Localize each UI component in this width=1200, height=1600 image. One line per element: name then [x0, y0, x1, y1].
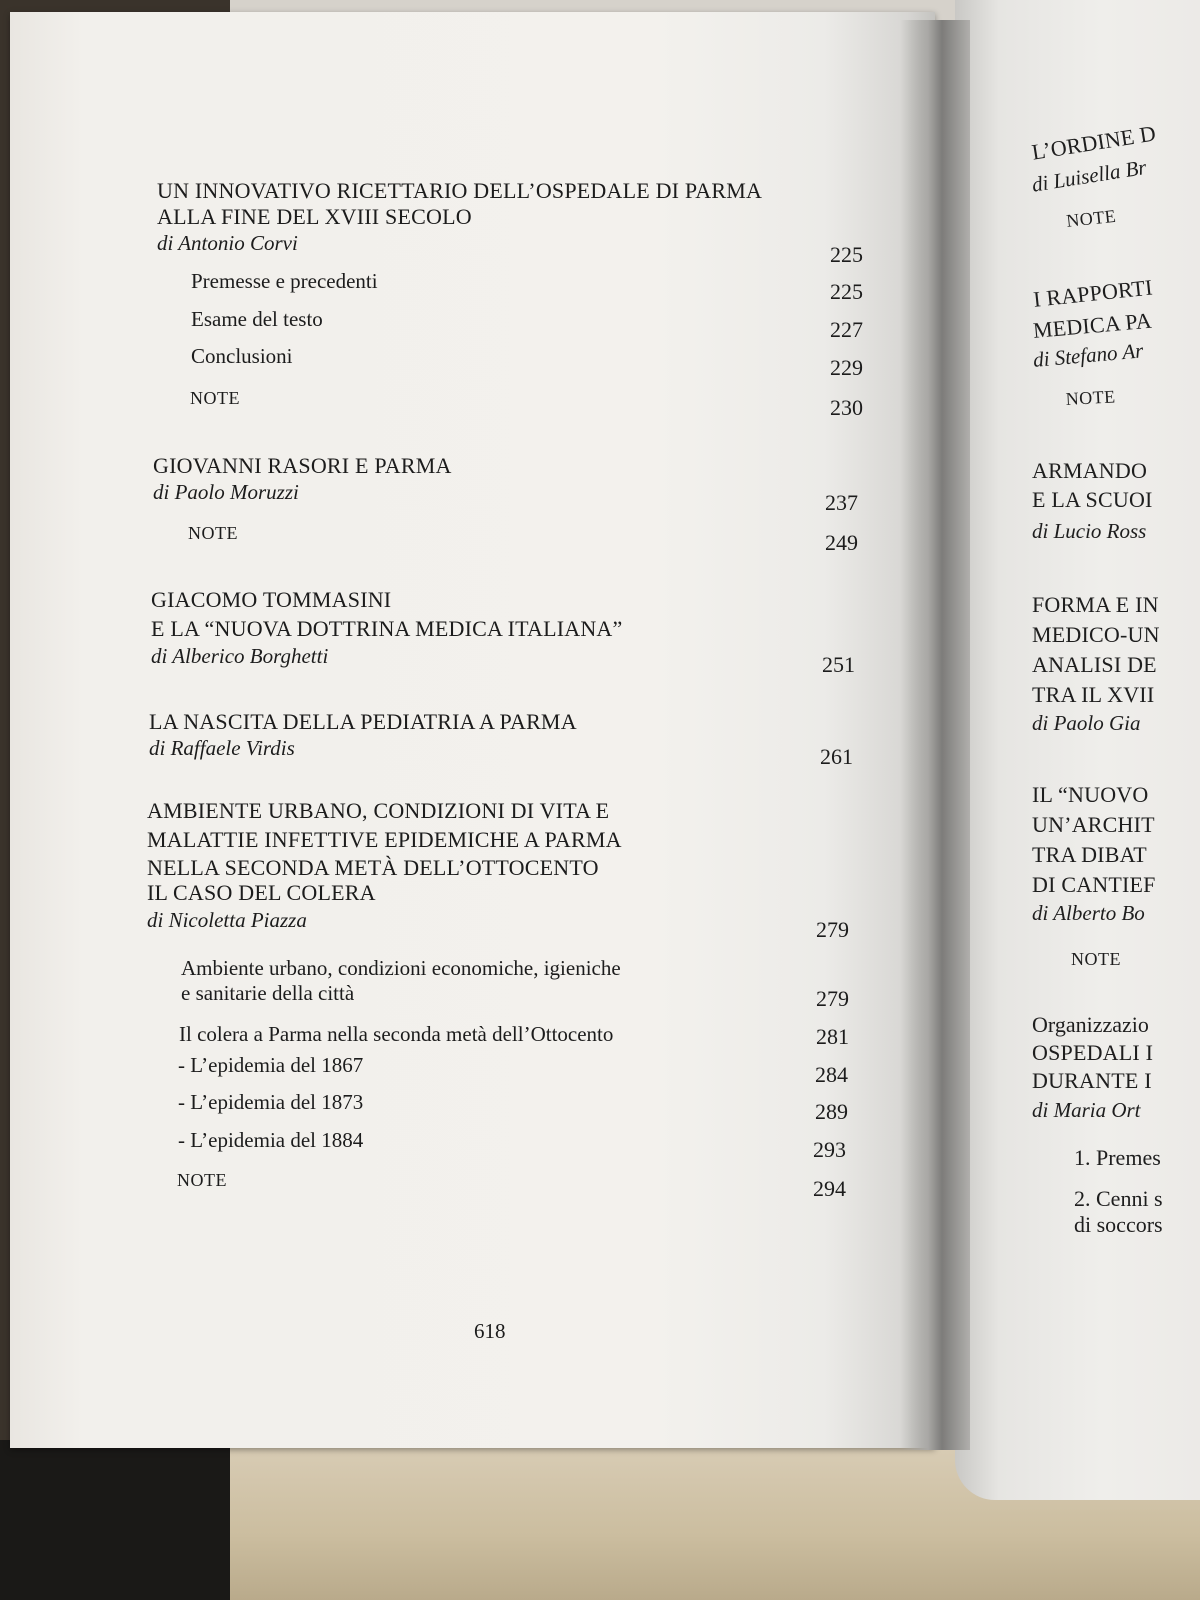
subsection-label: Il colera a Parma nella seconda metà dell’Ottocento	[179, 1022, 614, 1046]
entry-page-number: 225	[830, 242, 863, 267]
subsection-page-number: 293	[813, 1137, 846, 1162]
entry-title-line: IL CASO DEL COLERA	[147, 880, 376, 905]
subsection-label: - L’epidemia del 1867	[178, 1053, 364, 1077]
subsection-page-number: 289	[815, 1099, 848, 1124]
notes-label: NOTE	[188, 523, 238, 543]
subsection-label: Premesse e precedenti	[191, 269, 378, 293]
page-number: 618	[474, 1319, 506, 1343]
subsection-label: e sanitarie della città	[181, 981, 355, 1005]
entry-author: di Antonio Corvi	[157, 231, 298, 255]
notes-page-number: 230	[830, 395, 863, 420]
fragment-text: di Luisella Br	[1030, 154, 1149, 197]
subsection-label: Conclusioni	[191, 344, 293, 368]
fragment-text: di Stefano Ar	[1032, 338, 1145, 372]
entry-page-number: 261	[820, 744, 853, 769]
fragment-text: FORMA E IN	[1032, 592, 1159, 617]
subsection-page-number: 227	[830, 317, 863, 342]
entry-title-line: LA NASCITA DELLA PEDIATRIA A PARMA	[149, 709, 577, 734]
notes-page-number: 249	[825, 530, 858, 555]
entry-title-line: AMBIENTE URBANO, CONDIZIONI DI VITA E	[147, 798, 610, 823]
fragment-text: TRA DIBAT	[1032, 842, 1147, 867]
fragment-text: di soccors	[1074, 1212, 1163, 1237]
fragment-text: OSPEDALI I	[1032, 1040, 1154, 1065]
subsection-page-number: 281	[816, 1024, 849, 1049]
right-page-content	[955, 0, 1200, 1500]
entry-author: di Alberico Borghetti	[151, 644, 329, 668]
fragment-text: NOTE	[1065, 386, 1117, 409]
fragment-text: DURANTE I	[1032, 1068, 1152, 1093]
fragment-text: Organizzazio	[1032, 1012, 1149, 1037]
entry-title-line: MALATTIE INFETTIVE EPIDEMICHE A PARMA	[147, 827, 622, 852]
fragment-text: di Paolo Gia	[1032, 711, 1141, 735]
fragment-text: MEDICA PA	[1032, 307, 1153, 343]
entry-title-line: UN INNOVATIVO RICETTARIO DELL’OSPEDALE DI PARMA	[157, 178, 763, 203]
subsection-label: Esame del testo	[191, 307, 323, 331]
fragment-text: 1. Premes	[1074, 1145, 1161, 1170]
entry-title-line: ALLA FINE DEL XVIII SECOLO	[157, 204, 472, 229]
notes-label: NOTE	[177, 1170, 227, 1190]
subsection-page-number: 284	[815, 1062, 848, 1087]
fragment-text: di Maria Ort	[1032, 1098, 1141, 1122]
fragment-text: NOTE	[1065, 205, 1118, 231]
fragment-text: NOTE	[1071, 949, 1121, 969]
fragment-text: UN’ARCHIT	[1032, 812, 1155, 837]
fragment-text: DI CANTIEF	[1032, 872, 1156, 897]
entry-title-line: NELLA SECONDA METÀ DELL’OTTOCENTO	[147, 855, 599, 880]
fragment-text: E LA SCUOI	[1032, 487, 1153, 512]
notes-label: NOTE	[190, 388, 240, 408]
fragment-text: I RAPPORTI	[1032, 274, 1154, 312]
fragment-text: MEDICO-UN	[1032, 622, 1160, 647]
entry-author: di Raffaele Virdis	[149, 736, 295, 760]
subsection-label: - L’epidemia del 1884	[178, 1128, 364, 1152]
entry-page-number: 279	[816, 917, 849, 942]
fragment-text: ANALISI DE	[1032, 652, 1157, 677]
dark-surface	[0, 1440, 230, 1600]
entry-author: di Nicoletta Piazza	[147, 908, 307, 932]
entry-page-number: 251	[822, 652, 855, 677]
fragment-text: di Alberto Bo	[1032, 901, 1145, 925]
entry-title-line: E LA “NUOVA DOTTRINA MEDICA ITALIANA”	[151, 616, 623, 641]
subsection-page-number: 279	[816, 986, 849, 1011]
entry-page-number: 237	[825, 490, 858, 515]
fragment-text: IL “NUOVO	[1032, 782, 1149, 807]
subsection-label: - L’epidemia del 1873	[178, 1090, 364, 1114]
entry-title-line: GIOVANNI RASORI E PARMA	[153, 453, 452, 478]
fragment-text: ARMANDO	[1032, 458, 1148, 483]
subsection-page-number: 225	[830, 279, 863, 304]
fragment-text: di Lucio Ross	[1032, 519, 1147, 543]
entry-author: di Paolo Moruzzi	[153, 480, 299, 504]
subsection-page-number: 229	[830, 355, 863, 380]
notes-page-number: 294	[813, 1176, 846, 1201]
fragment-text: L’ORDINE D	[1030, 120, 1158, 165]
fragment-text: TRA IL XVII	[1032, 682, 1155, 707]
fragment-text: 2. Cenni s	[1074, 1186, 1163, 1211]
subsection-label: Ambiente urbano, condizioni economiche, igieniche	[181, 956, 621, 980]
entry-title-line: GIACOMO TOMMASINI	[151, 587, 392, 612]
